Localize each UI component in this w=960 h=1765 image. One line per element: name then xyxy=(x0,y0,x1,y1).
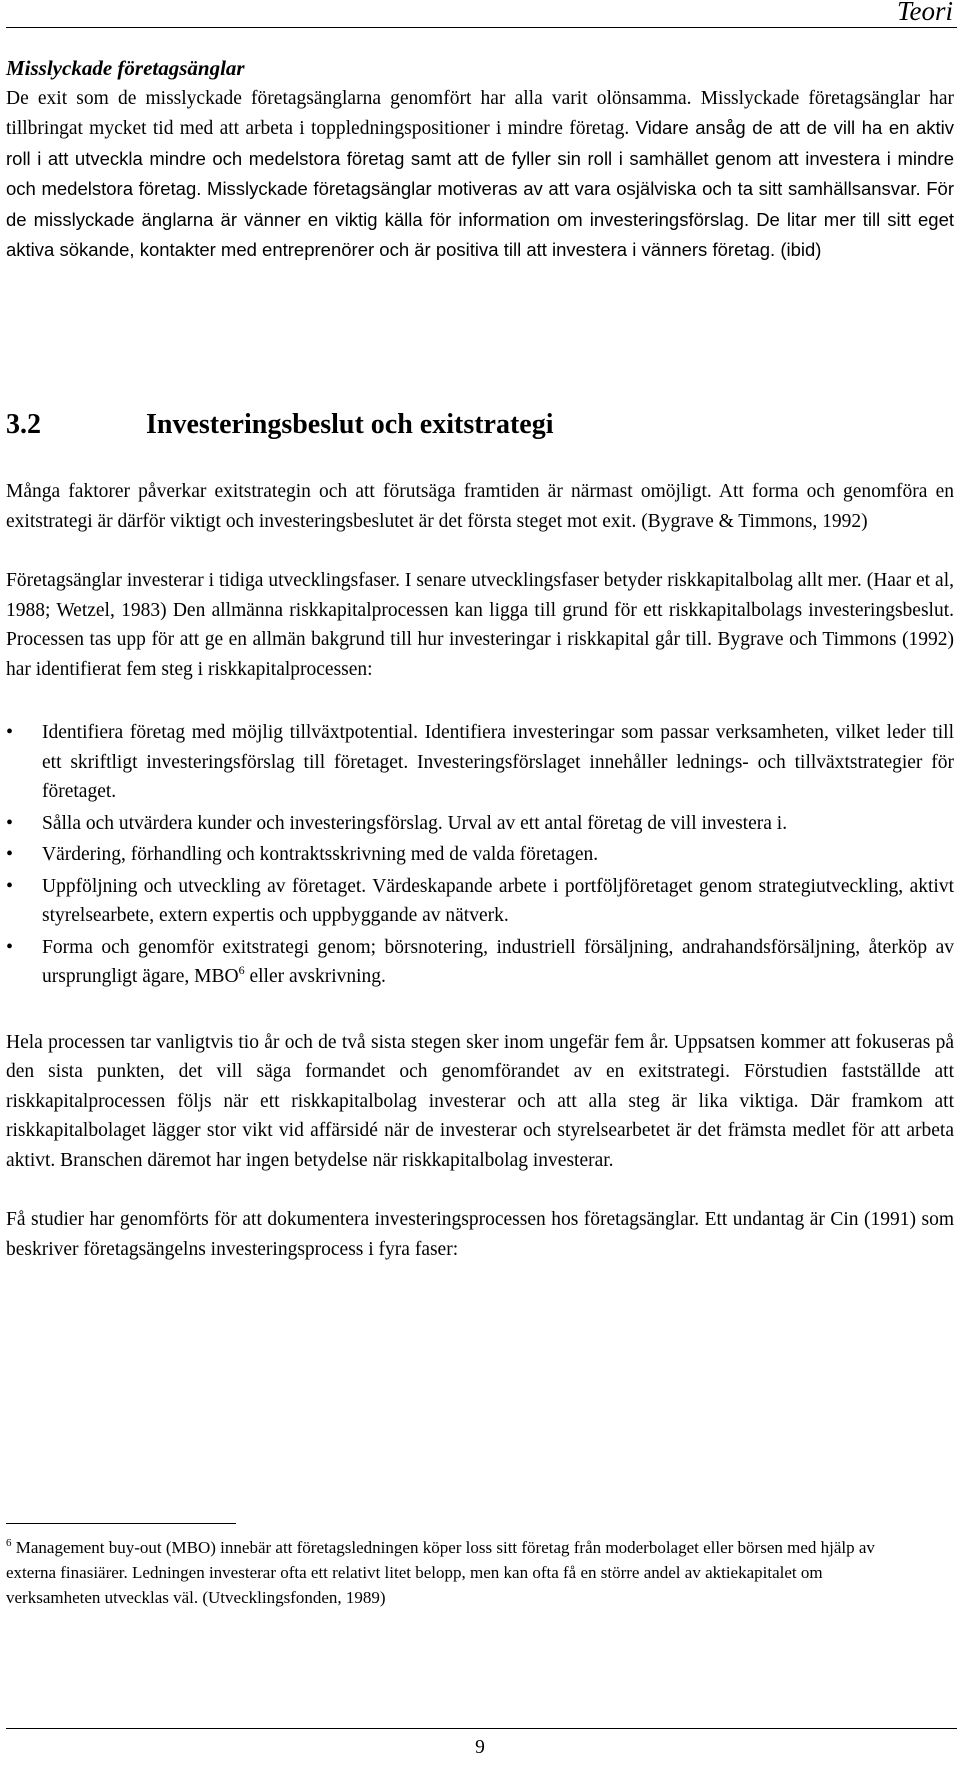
list-item-text: Uppföljning och utveckling av företaget. Värdeskapande arbete i portföljföretaget genom strategiutveckling, aktivt styrelsearbete, extern expertis och uppbyggande av nätverk. xyxy=(42,875,954,926)
paragraph: Hela processen tar vanligtvis tio år och de två sista stegen sker inom ungefär fem år. Uppsatsen kommer att fokuseras på den sista punkten, det vill säga formandet och genomförandet av en exitstrategi. Förstudien fastställde att riskkapitalprocessen följs när ett riskkapitalbolag investerar och att alla steg är lika viktiga. Där framkom att riskkapitalbolaget lägger stor vikt vid affärsidé när de investerar och styrelsearbetet är det främsta medlet för att arbeta aktivt. Branschen däremot har ingen betydelse när riskkapitalbolag investerar. xyxy=(6,1031,954,1171)
list-item xyxy=(6,872,954,931)
process-steps-list xyxy=(6,718,954,992)
section-number: 3.2 xyxy=(6,409,41,440)
paragraph: Många faktorer påverkar exitstrategin och att förutsäga framtiden är närmast omöjligt. Att forma och genomföra en exitstrategi är därför viktigt och investeringsbeslutet är det första steget mot exit. (Bygrave & Timmons, 1992) xyxy=(6,481,954,532)
paragraph: Få studier har genomförts för att dokumentera investeringsprocessen hos företagsänglar. Ett undantag är Cin (1991) som beskriver företagsängelns investeringsprocess i fyra faser: xyxy=(6,1209,954,1260)
list-item xyxy=(6,840,954,870)
section-misslyckade xyxy=(6,54,954,266)
footnote-mark: 6 xyxy=(6,1537,12,1549)
footer-rule xyxy=(6,1728,957,1729)
subsection-heading: Misslyckade företagsänglar xyxy=(6,56,245,80)
footnote-reference[interactable]: 6 xyxy=(238,963,245,977)
paragraph: Företagsänglar investerar i tidiga utvecklingsfaser. I senare utvecklingsfaser betyder riskkapitalbolag allt mer. (Haar et al, 1988; Wetzel, 1983) Den allmänna riskkapitalprocessen kan ligga till grund för ett riskkapitalbolags investeringsbeslut. Processen tas upp för att ge en allmän bakgrund till hur investeringar i riskkapital går till. Bygrave och Timmons (1992) har identifierat fem steg i riskkapitalprocessen: xyxy=(6,570,954,680)
footnote-rule xyxy=(6,1523,236,1524)
list-item-text: Forma och genomför exitstrategi genom; börsnotering, industriell försäljning, andrahandsförsäljning, återköp av ursprungligt ägare, MBO xyxy=(42,936,954,987)
footnote-text xyxy=(6,1535,920,1610)
bullet-glyph: • xyxy=(6,843,14,865)
list-item-text-end: eller avskrivning. xyxy=(244,966,386,987)
running-head: Teori xyxy=(896,0,953,26)
list-item-text: Sålla och utvärdera kunder och investeringsförslag. Urval av ett antal företag de vill investera i. xyxy=(42,812,788,834)
footnote-body: Management buy-out (MBO) innebär att företagsledningen köper loss sitt företag från moderbolaget eller börsen med hjälp av externa finasiärer. Ledningen investerar ofta ett relativt litet belopp, men kan ofta få en större andel av aktiekapitalet om verksamheten utvecklas väl. (Utvecklingsfonden, 1989) xyxy=(6,1538,875,1607)
bullet-glyph: • xyxy=(6,935,14,958)
bullet-glyph: • xyxy=(6,811,14,834)
bullet-glyph: • xyxy=(6,874,14,897)
header-rule xyxy=(6,27,957,28)
section-title: Investeringsbeslut och exitstrategi xyxy=(146,409,554,440)
list-item-text: Värdering, förhandling och kontraktsskrivning med de valda företagen. xyxy=(42,844,599,865)
footnote xyxy=(6,1535,920,1610)
list-item-text: Identifiera företag med möjlig tillväxtpotential. Identifiera investeringar som passar verksamheten, vilket leder till ett skriftligt investeringsförslag till företaget. Investeringsförslaget innehåller lednings- och tillväxtstrategier för företaget. xyxy=(42,722,954,802)
list-item xyxy=(6,933,954,992)
section-3-2-body xyxy=(6,477,954,1264)
list-item xyxy=(6,809,954,839)
bullet-glyph: • xyxy=(6,721,14,743)
paragraph-serif-part: De exit som de misslyckade företagsänglarna genomfört har alla varit olönsamma. Misslyckade företagsänglar har tillbringat mycket tid med att arbeta i toppledningspositioner i mindre företag. xyxy=(6,87,954,139)
section-heading xyxy=(6,408,554,442)
list-item xyxy=(6,718,954,807)
page-number: 9 xyxy=(475,1737,485,1758)
paragraph xyxy=(6,84,954,266)
paragraph-sans-part: Vidare ansåg de att de vill ha en aktiv roll i att utveckla mindre och medelstora företag samt att de fyller sin roll i samhället genom att investera i mindre och medelstora företag. Misslyckade företagsänglar motiveras av att vara osjälviska och ta sitt samhällsansvar. För de misslyckade änglarna är vänner en viktig källa för information om investeringsförslag. De litar mer till sitt eget aktiva sökande, kontakter med entreprenörer och är positiva till att investera i vänners företag. (ibid) xyxy=(6,117,954,260)
